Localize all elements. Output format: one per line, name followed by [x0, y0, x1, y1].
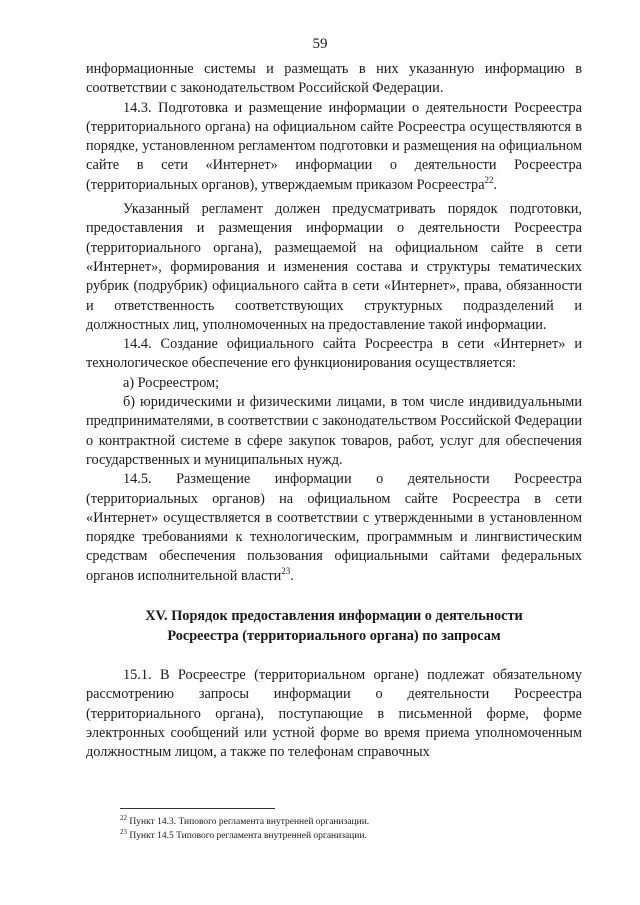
- footnote-text: Пункт 14.3. Типового регламента внутренней организации.: [129, 817, 370, 827]
- paragraph-14-5-end: .: [290, 567, 294, 584]
- list-item-b: б) юридическими и физическими лицами, в том числе индивидуальными предпринимателями, в соответствии с законодательством Российской Федерации о контрактной системе в сфере закупок товаров, работ, услуг для обеспечения государственных и муниципальных нужд.: [86, 394, 582, 468]
- footnote-mark: 22: [120, 813, 127, 822]
- paragraph-regulation: Указанный регламент должен предусматривать порядок подготовки, предоставления и размещения информации о деятельности Росреестра (территориального органа), размещаемой на официальном сайте в сети «Интернет», формирования и изменения состава и структуры тематических рубрик (подрубрик) официального сайта в сети «Интернет», права, обязанности и ответственность соответствующих структурных подразделений и должностных лиц, уполномоченных на предоставление такой информации.: [86, 201, 582, 333]
- paragraph-14-3: [86, 99, 582, 195]
- footnote-divider: [120, 808, 275, 809]
- footnote-ref-23[interactable]: 23: [281, 565, 291, 576]
- paragraph-14-5-text: 14.5. Размещение информации о деятельности Росреестра (территориальных органов) на официальном сайте Росреестра в сети «Интернет» осуществляется в соответствии с утвержденными в установленном порядке требованиями к технологическим, программным и лингвистическим средствам обеспечения пользования официальными сайтами федеральных органов исполнительной власти: [86, 471, 582, 584]
- section-heading: [86, 606, 582, 646]
- paragraph-14-3-text: 14.3. Подготовка и размещение информации о деятельности Росреестра (территориального органа) на официальном сайте Росреестра осуществляются в порядке, установленном регламентом подготовки и размещения на официальном сайте в сети «Интернет» информации о деятельности Росреестра (территориальных органов), утверждаемым приказом Росреестра: [86, 99, 582, 193]
- footnote-22: [120, 815, 590, 829]
- list-item-a: а) Росреестром;: [123, 374, 220, 391]
- page-number: 59: [312, 36, 328, 52]
- footnote-23: [120, 829, 590, 843]
- footnote-ref-22[interactable]: 22: [484, 175, 494, 186]
- footnote-text: Пункт 14.5 Типового регламента внутренней организации.: [129, 831, 367, 841]
- paragraph-14-5: [86, 470, 582, 586]
- footnotes: [120, 815, 590, 843]
- footnote-mark: 23: [120, 827, 127, 836]
- paragraph-14-4: 14.4. Создание официального сайта Росреестра в сети «Интернет» и технологическое обеспечение его функционирования осуществляется:: [86, 336, 582, 372]
- document-body: [86, 60, 582, 763]
- paragraph-14-3-end: .: [493, 176, 498, 193]
- section-heading-line-2: Росреестра (территориального органа) по запросам: [167, 628, 501, 645]
- paragraph-15-1: 15.1. В Росреестре (территориальном органе) подлежат обязательному рассмотрению запросы информации о деятельности Росреестра (территориального органа), поступающие в письменной форме, форме электронных сообщений или устной форме во время приема уполномоченным должностным лицом, а также по телефонам справочных: [86, 667, 582, 761]
- section-heading-line-1: XV. Порядок предоставления информации о деятельности: [145, 608, 523, 625]
- paragraph-continuation: информационные системы и размещать в них указанную информацию в соответствии с законодательством Российской Федерации.: [86, 61, 582, 97]
